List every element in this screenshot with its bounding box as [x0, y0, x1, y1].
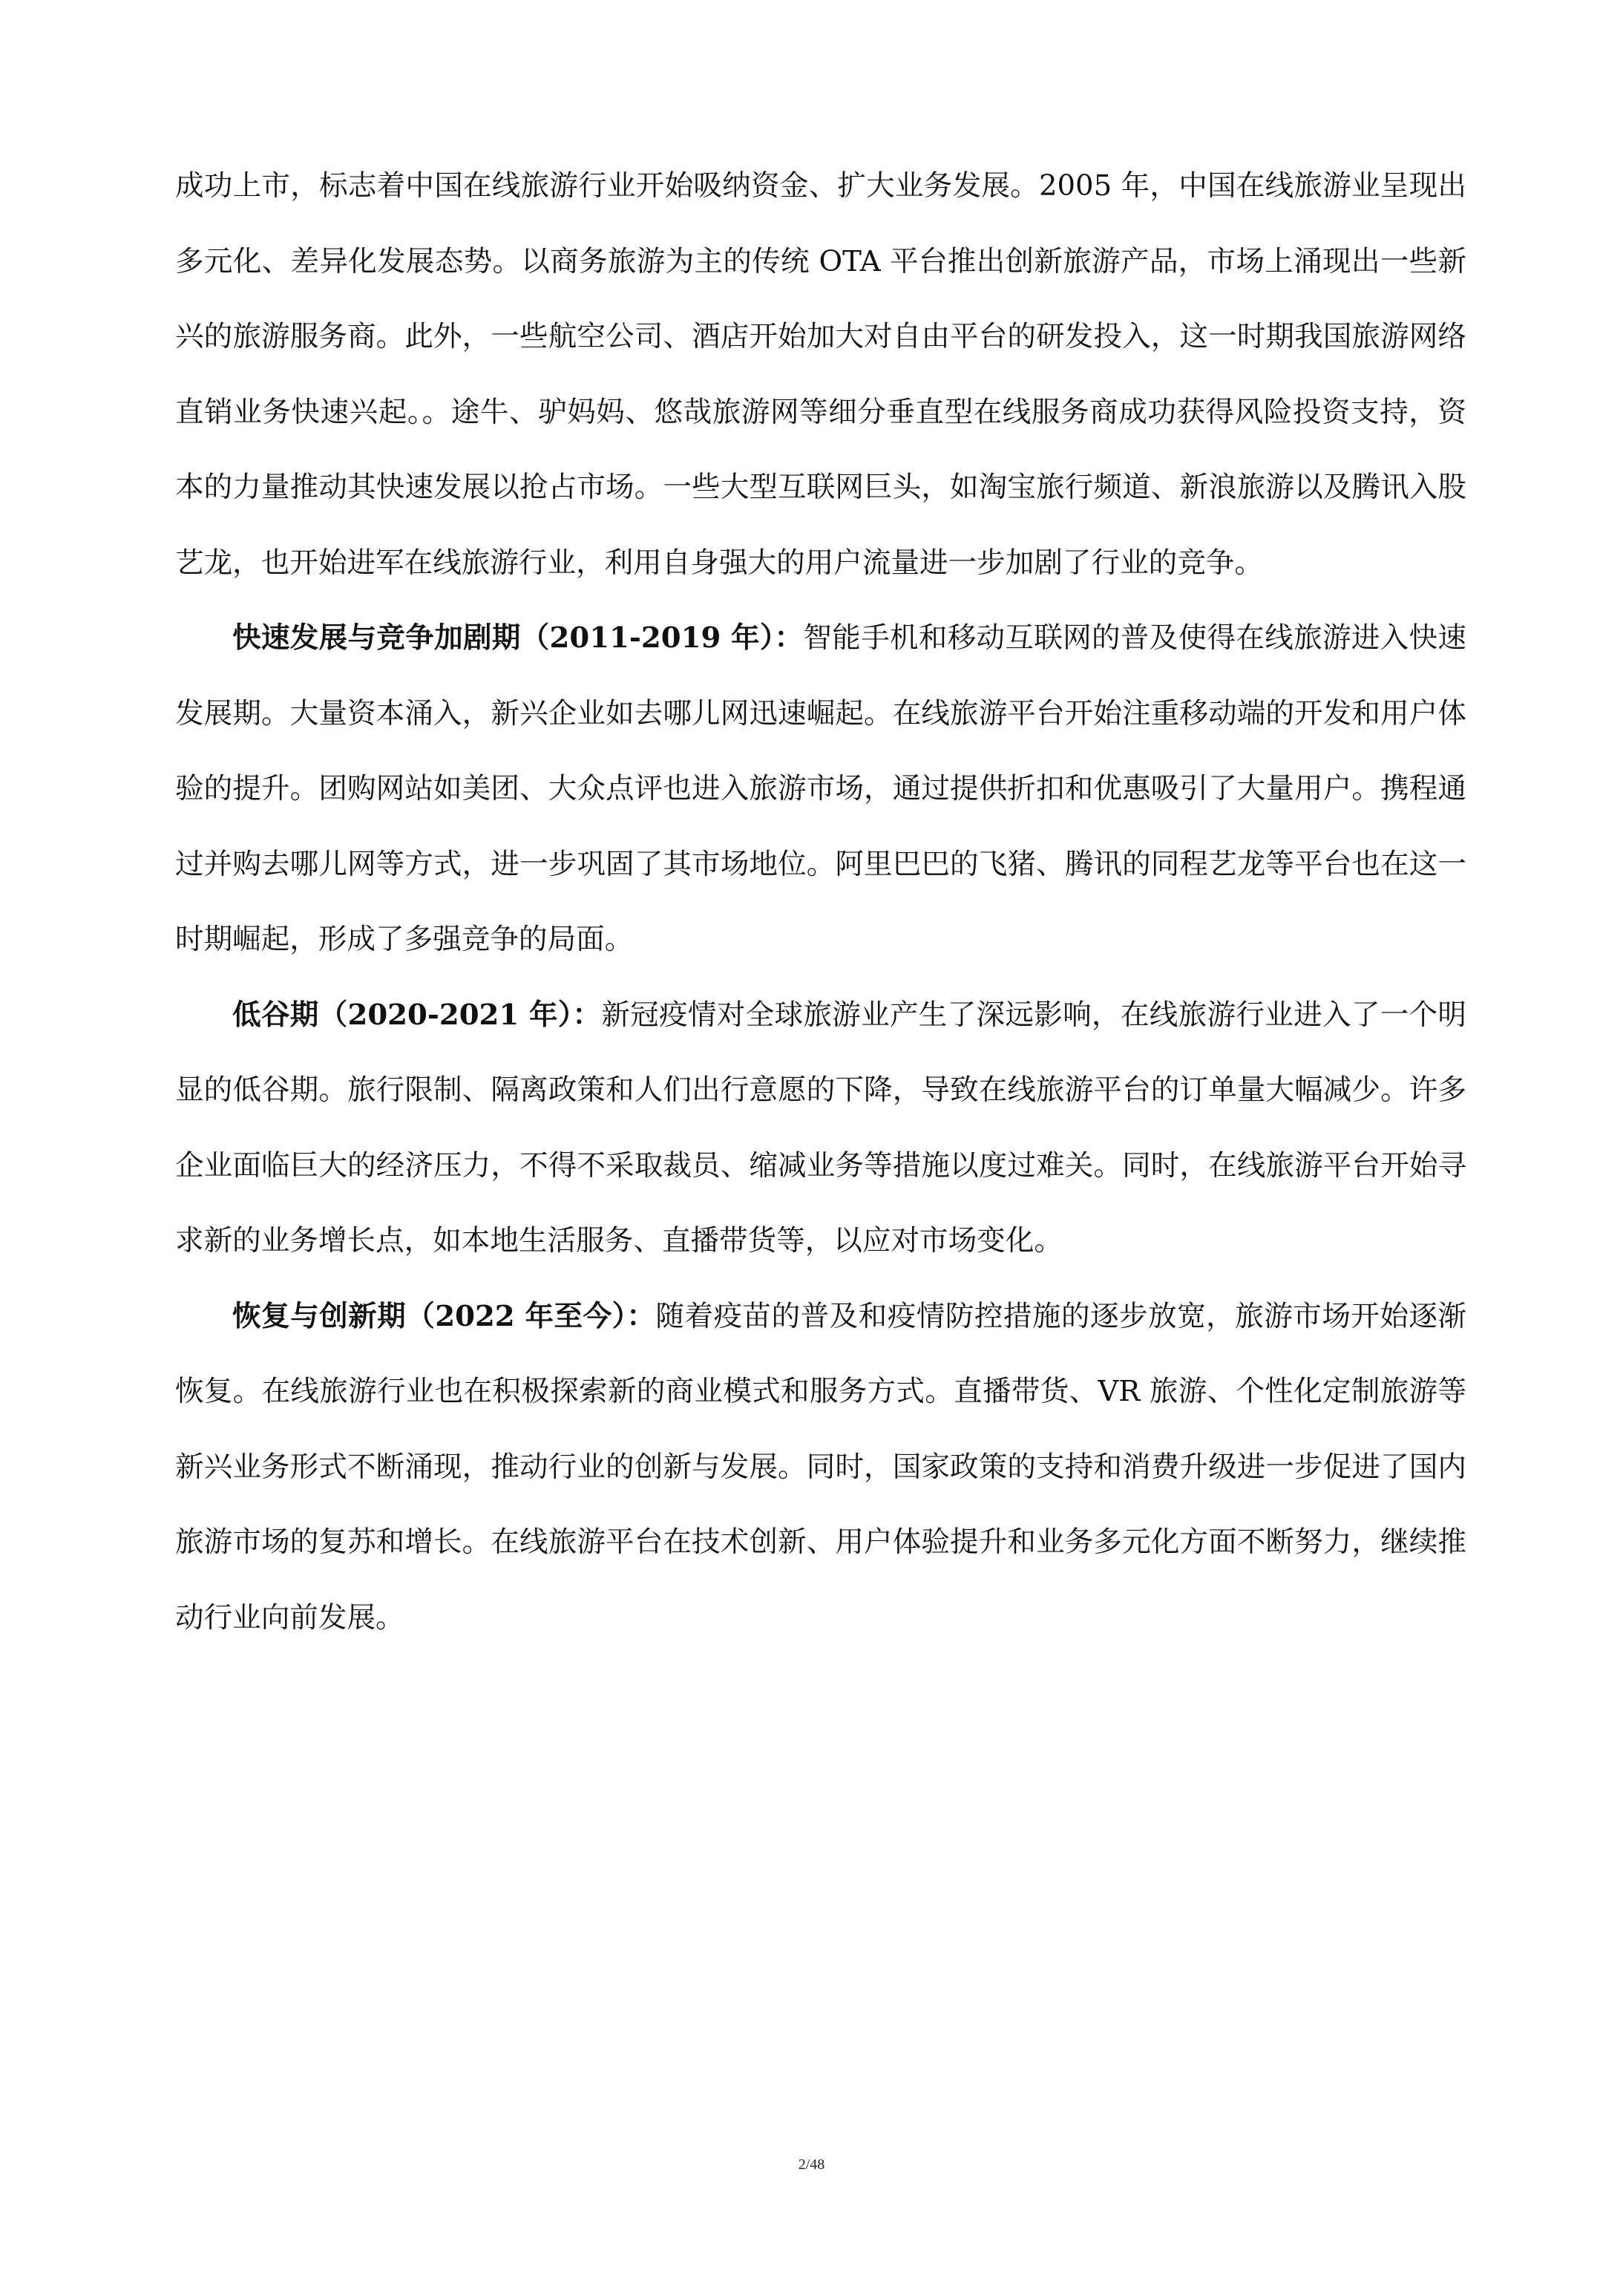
paragraph-text: 智能手机和移动互联网的普及使得在线旅游进入快速发展期。大量资本涌入，新兴企业如去哪儿网迅速崛起。在线旅游平台开始注重移动端的开发和用户体验的提升。团购网站如美团、大众点评也进入旅游市场，通过提供折扣和优惠吸引了大量用户。携程通过并购去哪儿网等方式，进一步巩固了其市场地位。阿里巴巴的飞猪、腾讯的同程艺龙等平台也在这一时期崛起，形成了多强竞争的局面。 [175, 621, 1466, 956]
paragraph-text: 随着疫苗的普及和疫情防控措施的逐步放宽，旅游市场开始逐渐恢复。在线旅游行业也在积极探索新的商业模式和服务方式。直播带货、VR 旅游、个性化定制旅游等新兴业务形式不断涌现，推动行业的创新与发展。同时，国家政策的支持和消费升级进一步促进了国内旅游市场的复苏和增长。在线旅游平台在技术创新、用户体验提升和业务多元化方面不断努力，继续推动行业向前发展。 [175, 1299, 1466, 1635]
paragraph-heading: 恢复与创新期（2022 年至今）： [232, 1299, 656, 1333]
paragraph-heading: 快速发展与竞争加剧期（2011-2019 年）： [232, 621, 804, 655]
paragraph-text: 成功上市，标志着中国在线旅游行业开始吸纳资金、扩大业务发展。2005 年，中国在线旅游业呈现出多元化、差异化发展态势。以商务旅游为主的传统 OTA 平台推出创新旅游产品，市场上涌现出一些新兴的旅游服务商。此外，一些航空公司、酒店开始加大对自由平台的研发投入，这一时期我国旅游网络直销业务快速兴起。。途牛、驴妈妈、悠哉旅游网等细分垂直型在线服务商成功获得风险投资支持，资本的力量推动其快速发展以抢占市场。一些大型互联网巨头，如淘宝旅行频道、新浪旅游以及腾讯入股艺龙，也开始进军在线旅游行业，利用自身强大的用户流量进一步加剧了行业的竞争。 [175, 169, 1466, 580]
paragraph-downturn [175, 978, 1466, 1279]
paragraph-heading: 低谷期（2020-2021 年）： [232, 998, 602, 1032]
paragraph-rapid-growth [175, 601, 1466, 978]
paragraph-recovery [175, 1279, 1466, 1656]
body-text [175, 148, 1466, 1655]
paragraph-text: 新冠疫情对全球旅游业产生了深远影响，在线旅游行业进入了一个明显的低谷期。旅行限制、隔离政策和人们出行意愿的下降，导致在线旅游平台的订单量大幅减少。许多企业面临巨大的经济压力，不得不采取裁员、缩减业务等措施以度过难关。同时，在线旅游平台开始寻求新的业务增长点，如本地生活服务、直播带货等，以应对市场变化。 [175, 998, 1467, 1257]
page-number: 2/48 [798, 2156, 825, 2173]
paragraph-continued [175, 148, 1466, 601]
